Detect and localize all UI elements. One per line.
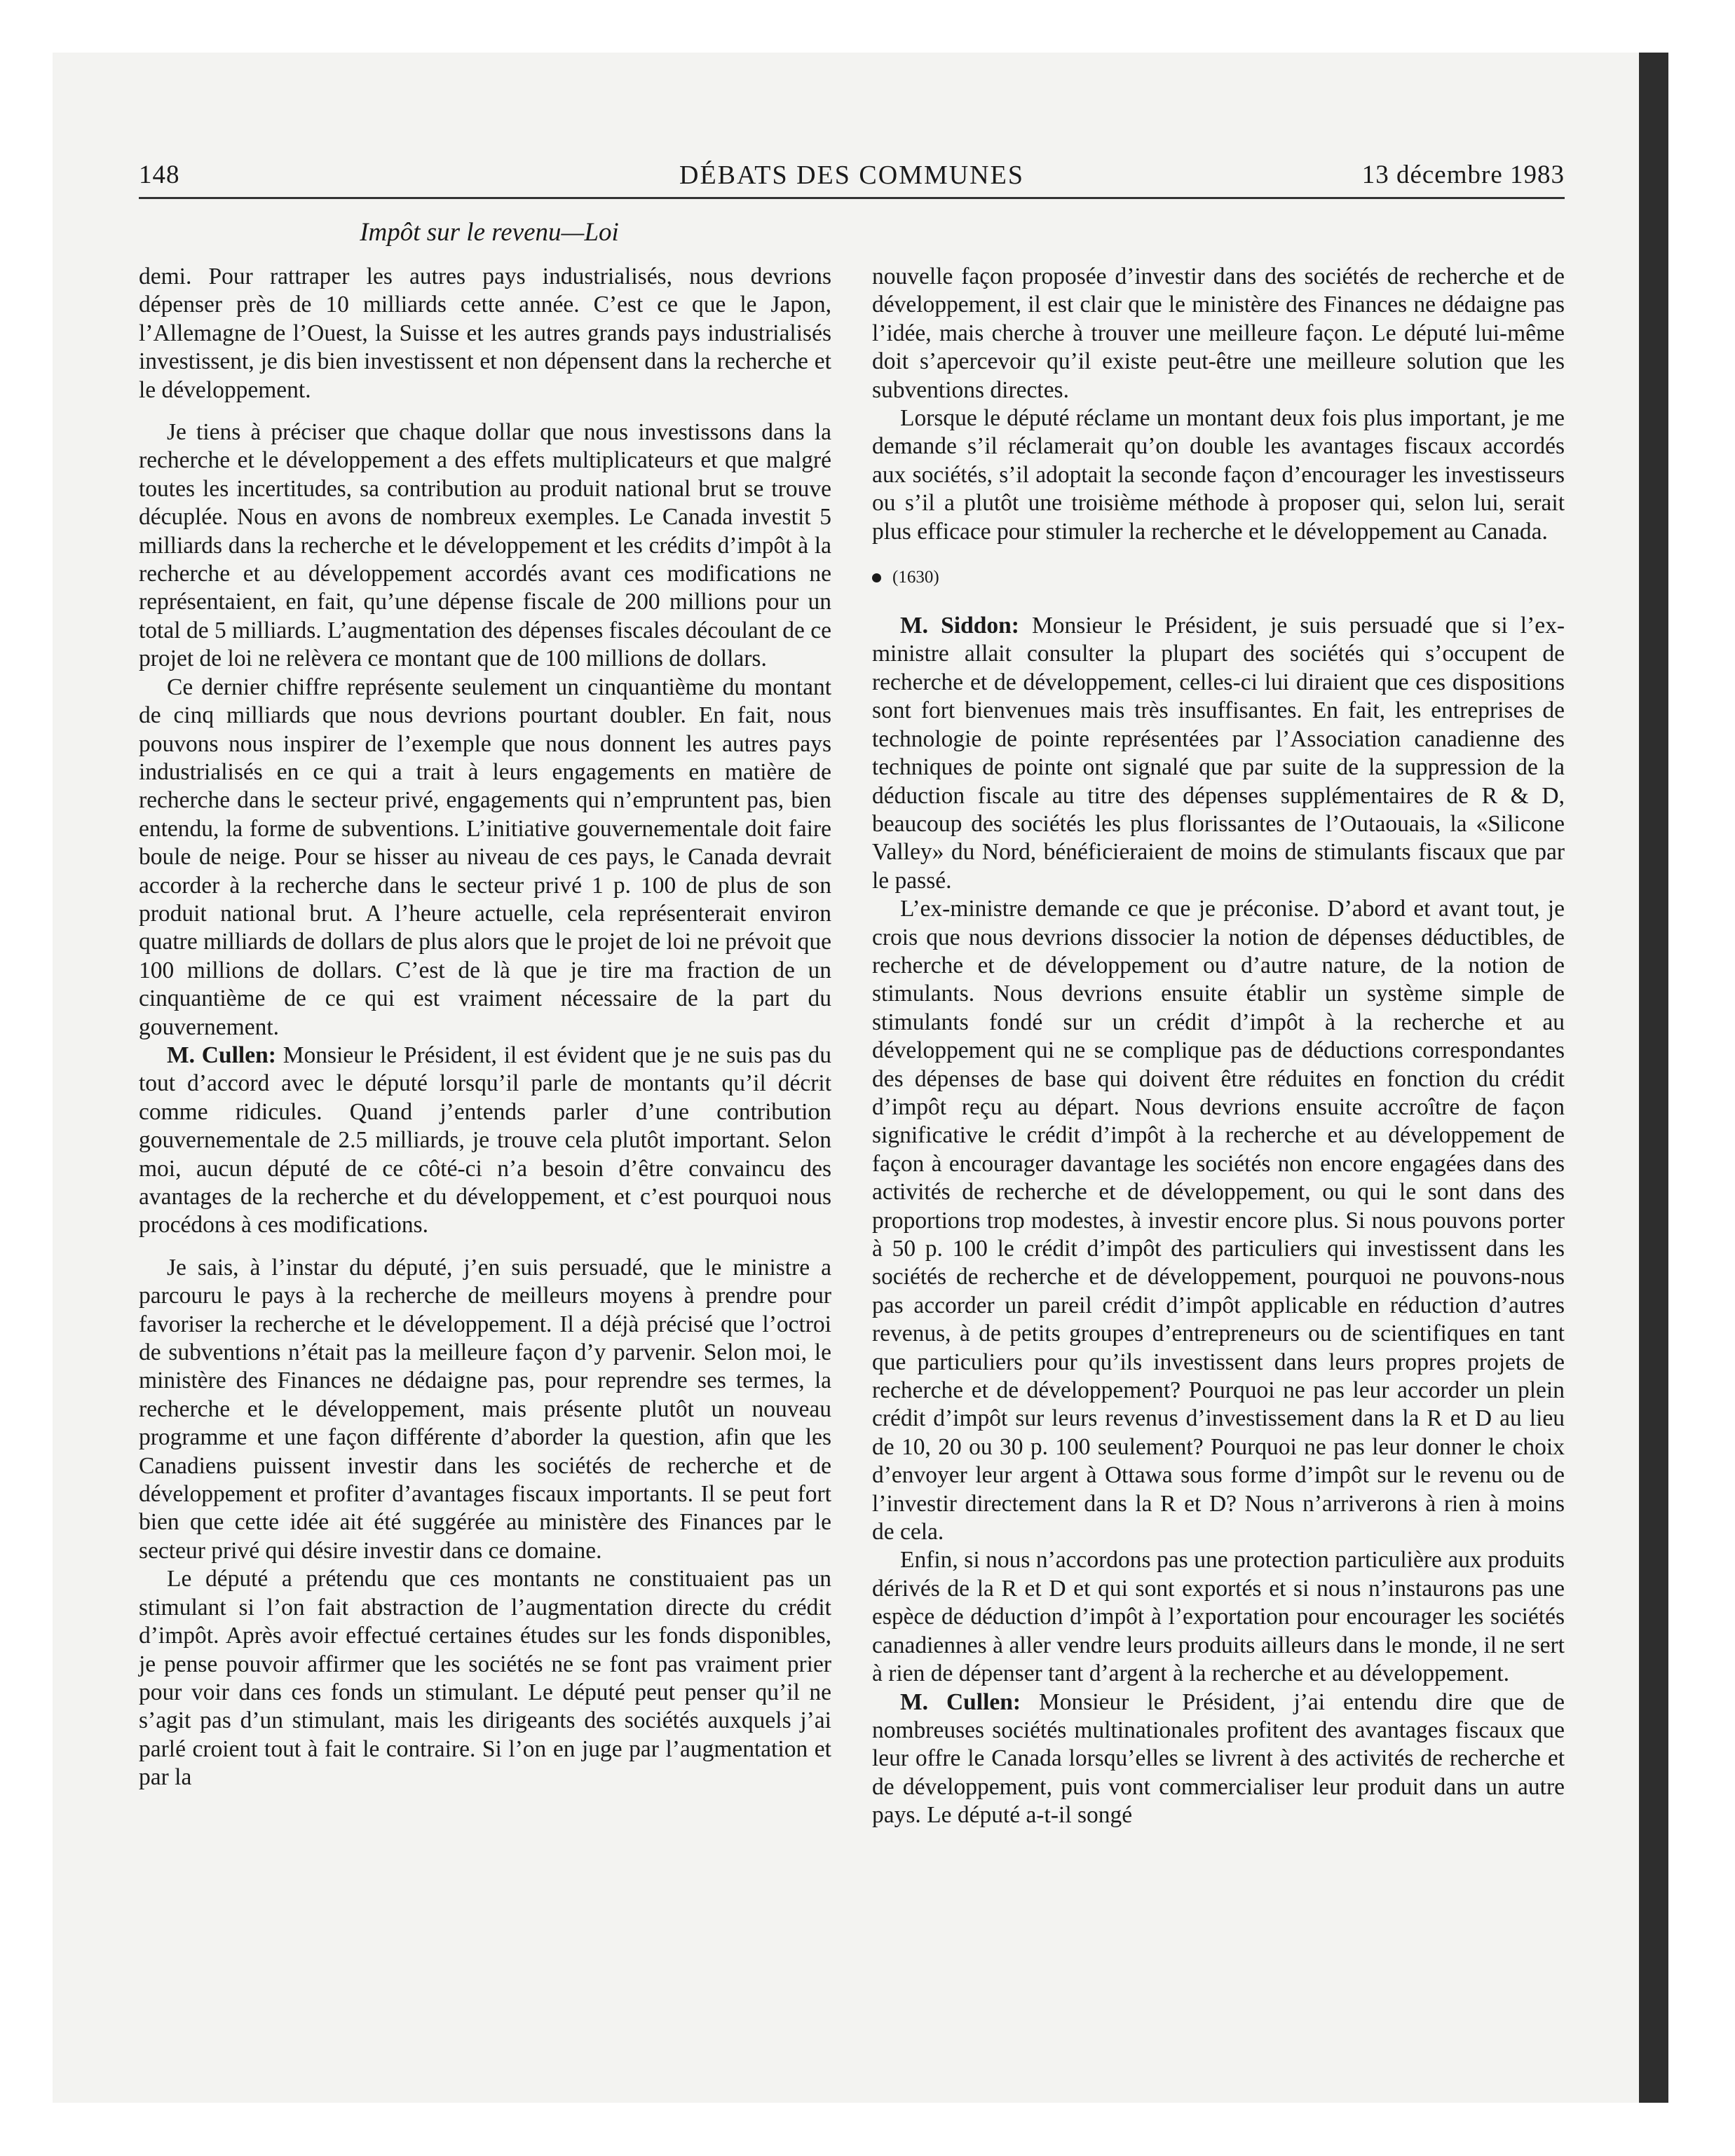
paragraph: demi. Pour rattraper les autres pays industrialisés, nous devrions dépenser près de 10 milliards cette année. C’est ce que le Japon, l’Allemagne de l’Ouest, la Suisse et les autres grands pays industrialisés investissent, je dis bien investissent et non dépensent dans la recherche et le développement. [139,264,831,403]
bullet-icon [872,573,881,582]
left-column [139,263,831,1792]
speech-paragraph [872,612,1565,895]
paragraph: Je tiens à préciser que chaque dollar que nous investissons dans la recherche et le développement a des effets multiplicateurs et que malgré toutes les incertitudes, sa contribution au produit national brut se trouve décuplée. Nous en avons de nombreux exemples. Le Canada investit 5 milliards dans la recherche et le développement et les crédits d’impôt à la recherche et au développement accordés avant ces modifications ne représentaient, en fait, qu’une dépense fiscale de 200 millions pour un total de 5 milliards. L’augmentation des dépenses fiscales découlant de ce projet de loi ne relèvera ce montant que de 100 millions de dollars. [139,419,831,672]
speech-paragraph [872,1688,1565,1830]
speaker-name: M. Siddon: [900,613,1019,639]
publication-title: DÉBATS DES COMMUNES [679,161,1024,190]
paragraph: nouvelle façon proposée d’investir dans des sociétés de recherche et de développement, il est clair que le ministère des Finances ne dédaigne pas l’idée, mais cherche à trouver une meilleure façon. Le député lui-même doit s’apercevoir qu’il existe peut-être une meilleure solution que les subventions directes. [872,264,1565,403]
running-head: Impôt sur le revenu—Loi [360,218,619,247]
page-header [139,160,1565,195]
page-date: 13 décembre 1983 [1361,161,1565,189]
paragraph: Je sais, à l’instar du député, j’en suis persuadé, que le ministre a parcouru le pays à la recherche de meilleurs moyens à prendre pour favoriser la recherche et le développement. Il a déjà précisé que l’octroi de subventions n’était pas la meilleure façon d’y parvenir. Selon moi, le ministère des Finances ne dédaigne pas, pour reprendre ses termes, la recherche et le développement, mais présente plutôt un nouveau programme et une façon différente d’aborder la question, afin que les Canadiens puissent investir dans les sociétés de recherche et de développement et profiter d’avantages fiscaux importants. Il se peut fort bien que cette idée ait été suggérée au ministère des Finances par le secteur privé qui désire investir dans ce domaine. [139,1254,831,1564]
paragraph: Le député a prétendu que ces montants ne constituaient pas un stimulant si l’on fait abstraction de l’augmentation directe du crédit d’impôt. Après avoir effectué certaines études sur les fonds disponibles, je pense pouvoir affirmer que les sociétés ne se font pas vraiment prier pour voir dans ces fonds un stimulant. Le député peut penser qu’il ne s’agit pas d’un stimulant, mais les dirigeants des sociétés auxquels j’ai parlé croient tout à fait le contraire. Si l’on en juge par l’augmentation et par la [139,1566,831,1791]
speaker-name: M. Cullen: [900,1688,1021,1715]
time-marker [872,567,1565,588]
header-rule [139,197,1565,199]
speech-text: Monsieur le Président, j’ai entendu dire que de nombreuses sociétés multinationales profitent des avantages fiscaux que leur offre le Canada lorsqu’elles se livrent à des activités de recherche et de développement, puis vont commercialiser leur produit dans un autre pays. Le député a-t-il songé [872,1688,1565,1829]
scan-edge-shadow [1639,53,1668,2103]
speech-paragraph [139,1042,831,1240]
paragraph: Enfin, si nous n’accordons pas une protection particulière aux produits dérivés de la R et D et qui sont exportés et si nous n’instaurons pas une espèce de déduction d’impôt à l’exportation pour encourager les sociétés canadiennes à aller vendre leurs produits ailleurs dans le monde, il ne sert à rien de dépenser tant d’argent à la recherche et au développement. [872,1547,1565,1687]
speech-text: Monsieur le Président, je suis persuadé que si l’ex-ministre allait consulter la plupart des sociétés qui s’occupent de recherche et de développement, celles-ci lui diraient que ces dispositions sont fort bienvenues mais très insuffisantes. En fait, les entreprises de technologie de pointe représentées par l’Association canadienne des techniques de pointe ont signalé que par suite de la suppression de la déduction fiscale au titre des dépenses supplémentaires de R & D, beaucoup des sociétés les plus florissantes de l’Outaouais, la «Silicone Valley» du Nord, bénéficieraient de moins de stimulants fiscaux que par le passé. [872,613,1565,894]
paragraph: Ce dernier chiffre représente seulement un cinquantième du montant de cinq milliards que nous devrions pourtant doubler. En fait, nous pouvons nous inspirer de l’exemple que nous donnent les autres pays industrialisés en ce qui a trait à leurs engagements en matière de recherche dans le secteur privé, engagements qui n’empruntent pas, bien entendu, la forme de subventions. L’initiative gouvernementale doit faire boule de neige. Pour se hisser au niveau de ces pays, le Canada devrait accorder à la recherche dans le secteur privé 1 p. 100 de plus de son produit national brut. A l’heure actuelle, cela représenterait environ quatre milliards de dollars de plus alors que le projet de loi ne prévoit que 100 millions de dollars. C’est de là que je tire ma fraction de un cinquantième de ce qui est vraiment nécessaire de la part du gouvernement. [139,674,831,1040]
page-number: 148 [139,161,180,189]
speech-text: Monsieur le Président, il est évident que je ne suis pas du tout d’accord avec le député lorsqu’il parle de montants qu’il décrit comme ridicules. Quand j’entends parler d’une contribution gouvernementale de 2.5 milliards, je trouve cela plutôt important. Selon moi, aucun député de ce côté-ci n’a besoin d’être convaincu des avantages de la recherche et du développement, et c’est pourquoi nous procédons à ces modifications. [139,1042,832,1239]
speaker-name: M. Cullen: [167,1042,276,1068]
right-column [872,263,1565,1830]
time-stamp: (1630) [892,568,939,587]
paragraph: Lorsque le député réclame un montant deux fois plus important, je me demande s’il réclamerait qu’on double les avantages fiscaux accordés aux sociétés, s’il adoptait la seconde façon d’encourager les investisseurs ou s’il a plutôt une troisième méthode à proposer qui, selon lui, serait plus efficace pour stimuler la recherche et le développement au Canada. [872,405,1565,545]
paragraph: L’ex-ministre demande ce que je préconise. D’abord et avant tout, je crois que nous devrions dissocier la notion de dépenses déductibles, de recherche et de développement ou d’autre nature, de la notion de stimulants. Nous devrions ensuite établir un système simple de stimulants fondé sur un crédit d’impôt à la recherche et au développement qui ne se complique pas de déductions correspondantes des dépenses de base qui doivent être réduites en fonction du crédit d’impôt reçu au départ. Nous devrions ensuite accroître de façon significative le crédit d’impôt à la recherche et au développement de façon à encourager davantage les sociétés non encore engagées dans des activités de recherche et de développement, ou qui le sont dans des proportions trop modestes, à investir encore plus. Si nous pouvons porter à 50 p. 100 le crédit d’impôt des particuliers qui investissent dans les sociétés de recherche et de développement, pourquoi ne pouvons-nous pas accorder un pareil crédit d’impôt applicable en réduction d’autres revenus, à de petits groupes d’entrepreneurs ou de scientifiques en tant que particuliers pour qu’ils investissent dans leurs propres projets de recherche et de développement? Pourquoi ne pas leur accorder un plein crédit d’impôt sur leurs revenus d’investissement dans la R et D au lieu de 10, 20 ou 30 p. 100 seulement? Pourquoi ne pas leur donner le choix d’envoyer leur argent à Ottawa sous forme d’impôt sur le revenu ou de l’investir directement dans la R et D? Nous n’arriverons à rien à moins de cela. [872,896,1565,1546]
